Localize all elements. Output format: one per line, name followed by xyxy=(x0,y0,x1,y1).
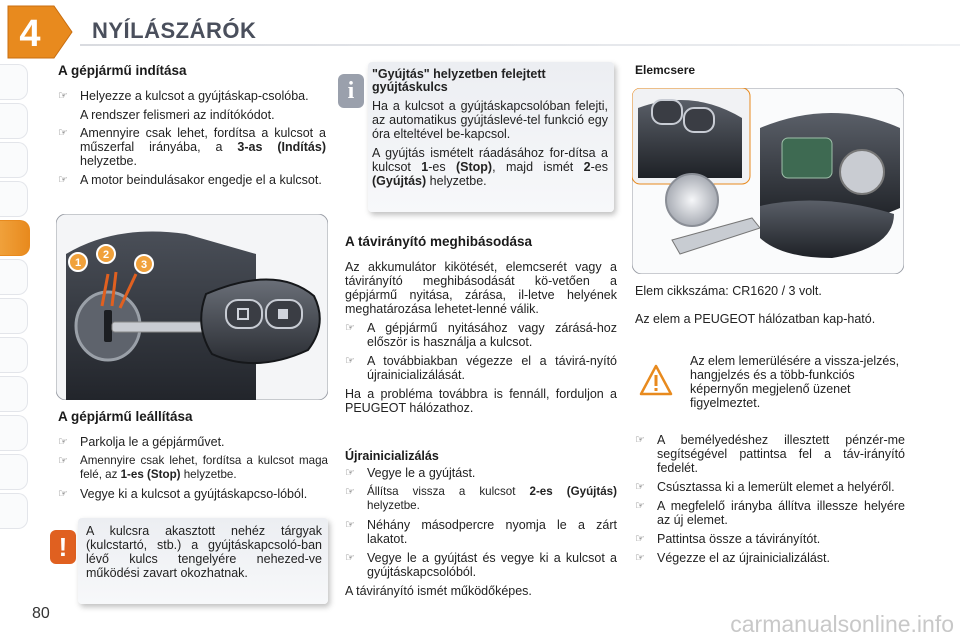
warning-text: A kulcsra akasztott nehéz tárgyak (kulcstartó, stb.) a gyújtáskapcsoló-ban lévő kulcs tengelyére nehezed-ve működési zavart okozhatnak. xyxy=(78,518,328,604)
stop-instructions: ☞ Parkolja le a gépjárművet. ☞ Amennyire csak lehet, fordítsa a kulcsot maga felé, az 1-es (Stop) helyzetbe. ☞ Vegye ki a kulcsot a gyújtáskapcso-lóból. xyxy=(58,435,328,501)
battery-steps xyxy=(635,433,905,570)
section-title-remote-fault: A távirányító meghibásodása xyxy=(345,234,533,249)
svg-text:4: 4 xyxy=(19,13,41,55)
pointing-hand-icon: ☞ xyxy=(635,552,645,564)
side-tab[interactable] xyxy=(0,493,28,529)
remote-battery-figure xyxy=(632,88,904,274)
start-instructions: ☞ Helyezze a kulcsot a gyújtáskap-csolóba. A rendszer felismeri az indítókódot. ☞ Amennyire csak lehet, fordítsa a kulcsot a műszerfal irányába, a 3-as (Indítás) helyzetbe. ☞ A motor beindulásakor engedje el a kulcsot. xyxy=(58,89,326,187)
battery-step-1: A bemélyedéshez illesztett pénzér-me segítségével pattintsa fel a táv-irányító fedelét. xyxy=(657,433,905,475)
start-step-1-note: A rendszer felismeri az indítókódot. xyxy=(80,108,275,122)
pointing-hand-icon: ☞ xyxy=(58,127,68,139)
side-tab-active[interactable] xyxy=(0,220,30,256)
chapter-title: NYÍLÁSZÁRÓK xyxy=(92,18,257,43)
pointing-hand-icon: ☞ xyxy=(58,455,68,467)
pointing-hand-icon: ☞ xyxy=(345,467,355,479)
side-tab[interactable] xyxy=(0,64,28,100)
site-watermark: carmanualsonline.info xyxy=(730,611,954,637)
side-tab[interactable] xyxy=(0,454,28,490)
remote-fault-outro: Ha a probléma továbbra is fennáll, forduljon a PEUGEOT hálózathoz. xyxy=(345,387,617,415)
stop-step-3: Vegye ki a kulcsot a gyújtáskapcso-lóból. xyxy=(80,487,308,501)
reinit-steps: ☞ Vegye le a gyújtást. ☞ Állítsa vissza a kulcsot 2-es (Gyújtás) helyzetbe. ☞ Néhány másodpercre nyomja le a zárt lakatot. ☞ Vegye le a gyújtást és vegye ki a kulcsot a gyújtáskapcsolóból. A távirányító ismét működőképes. xyxy=(345,466,617,598)
page-number: 80 xyxy=(32,605,50,622)
reinit-step-2: Állítsa vissza a kulcsot xyxy=(367,485,530,498)
chapter-side-tabs xyxy=(0,64,30,532)
position-label-1: 1 xyxy=(74,257,82,269)
pointing-hand-icon: ☞ xyxy=(58,436,68,448)
start-step-2: Amennyire csak lehet, fordítsa a kulcsot a műszerfal irányába, a xyxy=(80,126,326,154)
section-title-reinit: Újrainicializálás xyxy=(345,449,439,463)
battery-info xyxy=(635,284,905,331)
pointing-hand-icon: ☞ xyxy=(635,500,645,512)
side-tab[interactable] xyxy=(0,337,28,373)
pointing-hand-icon: ☞ xyxy=(635,481,645,493)
reinit-step-1: Vegye le a gyújtást. xyxy=(367,466,476,480)
reinit-step-3: Néhány másodpercre nyomja le a zárt lakatot. xyxy=(367,518,617,546)
info-title: "Gyújtás" helyzetben felejtett gyújtáskulcs xyxy=(372,67,546,94)
position-label-3: 3 xyxy=(140,259,148,271)
stop-step-2-position: 1-es (Stop) xyxy=(120,468,181,481)
side-tab[interactable] xyxy=(0,142,28,178)
side-tab[interactable] xyxy=(0,103,28,139)
info-panel xyxy=(368,62,614,212)
warning-box xyxy=(50,518,328,604)
pointing-hand-icon: ☞ xyxy=(345,486,355,498)
stop-step-2: Amennyire csak lehet, fordítsa a kulcsot maga felé, az xyxy=(80,454,328,481)
side-tab[interactable] xyxy=(0,376,28,412)
pointing-hand-icon: ☞ xyxy=(345,552,355,564)
warning-triangle-icon xyxy=(639,364,673,396)
pointing-hand-icon: ☞ xyxy=(58,90,68,102)
remote-fault-step-1: A gépjármű nyitásához vagy zárásá-hoz először is használja a kulcsot. xyxy=(367,321,617,349)
chapter-number-tab xyxy=(6,4,74,60)
pointing-hand-icon: ☞ xyxy=(58,174,68,186)
start-step-1: Helyezze a kulcsot a gyújtáskap-csolóba. xyxy=(80,89,309,103)
info-paragraph-2: A gyújtás ismételt ráadásához for-dítsa a kulcsot 1-es (Stop), majd ismét 2-es (Gyújtás) helyzetbe. xyxy=(372,146,608,188)
side-tab[interactable] xyxy=(0,415,28,451)
pointing-hand-icon: ☞ xyxy=(345,322,355,334)
pointing-hand-icon: ☞ xyxy=(58,488,68,500)
section-title-stop: A gépjármű leállítása xyxy=(58,409,193,424)
section-title-battery: Elemcsere xyxy=(635,63,696,77)
header-divider xyxy=(80,44,960,46)
pointing-hand-icon: ☞ xyxy=(635,434,645,446)
battery-step-2: Csúsztassa ki a lemerült elemet a helyéről. xyxy=(657,480,895,494)
side-tab[interactable] xyxy=(0,298,28,334)
battery-step-3: A megfelelő irányba állítva illessze helyére az új elemet. xyxy=(657,499,905,527)
pointing-hand-icon: ☞ xyxy=(345,355,355,367)
info-box xyxy=(338,62,616,212)
battery-reference: Elem cikkszáma: CR1620 / 3 volt. xyxy=(635,284,822,298)
start-step-3: A motor beindulásakor engedje el a kulcsot. xyxy=(80,173,322,187)
exclamation-icon: ! xyxy=(50,530,76,564)
stop-step-1: Parkolja le a gépjárművet. xyxy=(80,435,225,449)
reinit-step-4: Vegye le a gyújtást és vegye ki a kulcsot a gyújtáskapcsolóból. xyxy=(367,551,617,579)
remote-fault-intro: Az akkumulátor kikötését, elemcserét vagy a távirányító meghibásodását kö-vetően a gépjármű nyitása, zárása, il-letve helyének meghatározása lehetet-lenné válik. xyxy=(345,260,617,316)
ignition-key-figure xyxy=(56,214,328,400)
pointing-hand-icon: ☞ xyxy=(345,519,355,531)
section-title-start: A gépjármű indítása xyxy=(58,63,187,78)
battery-availability: Az elem a PEUGEOT hálózatban kap-ható. xyxy=(635,312,876,326)
battery-caution-text: Az elem lemerülésére a vissza-jelzés, hangjelzés és a több-funkciós képernyőn megjelenő üzenet figyelmeztet. xyxy=(690,354,900,410)
position-label-2: 2 xyxy=(102,249,110,261)
remote-fault-step-2: A továbbiakban végezze el a távirá-nyító újrainicializálását. xyxy=(367,354,617,382)
side-tab[interactable] xyxy=(0,259,28,295)
info-icon: i xyxy=(338,74,364,108)
reinit-result: A távirányító ismét működőképes. xyxy=(345,584,532,598)
remote-fault-text xyxy=(345,260,617,420)
battery-step-4: Pattintsa össze a távirányítót. xyxy=(657,532,821,546)
battery-step-5: Végezze el az újrainicializálást. xyxy=(657,551,831,565)
pointing-hand-icon: ☞ xyxy=(635,533,645,545)
info-paragraph-1: Ha a kulcsot a gyújtáskapcsolóban felejti, az automatikus gyújtáslevé-tel funkció egy óra elteltével be-kapcsol. xyxy=(372,99,608,141)
start-step-2-position: 3-as (Indítás) xyxy=(237,140,326,154)
side-tab[interactable] xyxy=(0,181,28,217)
